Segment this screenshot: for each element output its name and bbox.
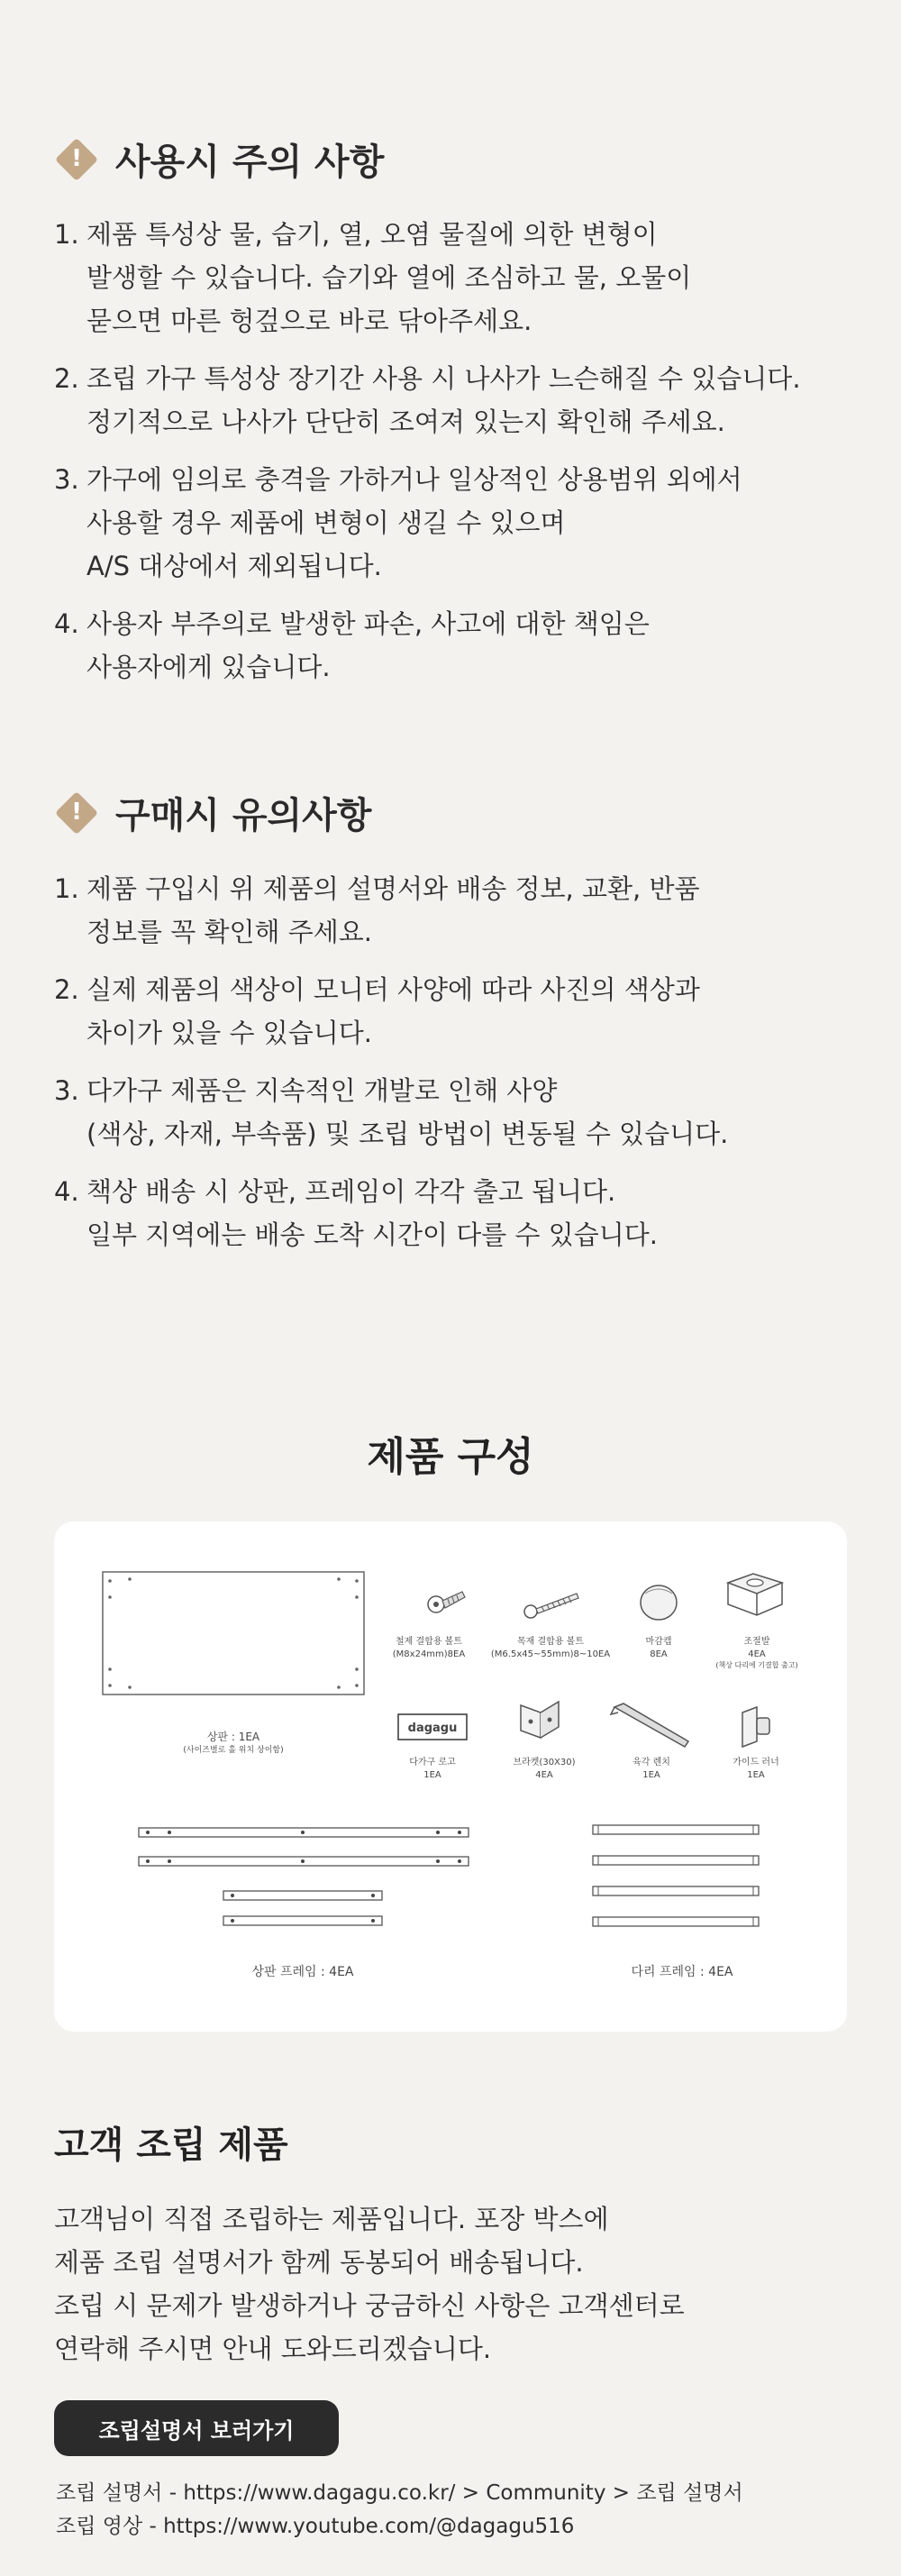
- guide-runner-icon: [742, 1707, 769, 1747]
- part-name: 조절발: [743, 1637, 770, 1647]
- part-spec: 1EA: [423, 1770, 441, 1780]
- caution-title: 사용시 주의 사항: [115, 142, 385, 183]
- top-frame-label: 상판 프레임 : 4EA: [251, 1965, 354, 1979]
- leg-frame-label: 다리 프레임 : 4EA: [631, 1965, 733, 1979]
- list-item: 3. 가구에 임의로 충격을 가하거나 일상적인 상용범위 외에서 사용할 경우 제품에 변형이 생길 수 있으며 A/S 대상에서 제외됩니다.: [54, 464, 742, 581]
- list-item: 3. 다가구 제품은 지속적인 개발로 인해 사양 (색상, 자재, 부속품) 및 조립 방법이 변동될 수 있습니다.: [54, 1075, 729, 1149]
- list-item: 1. 제품 특성상 물, 습기, 열, 오염 물질에 의한 변형이 발생할 수 있습니다. 습기와 열에 조심하고 물, 오물이 묻으면 마른 헝겊으로 바로 닦아주세요.: [54, 219, 692, 336]
- assembly-title: 고객 조립 제품: [54, 2124, 288, 2166]
- list-item: 2. 실제 제품의 색상이 모니터 사양에 따라 사진의 색상과 차이가 있을 수 있습니다.: [54, 974, 700, 1048]
- adjustable-foot-icon: [728, 1574, 782, 1615]
- part-spec: 1EA: [642, 1770, 660, 1780]
- video-link[interactable]: 조립 영상 - https://www.youtube.com/@dagagu516: [56, 2515, 575, 2538]
- part-note: (책상 다리에 기결합 출고): [715, 1661, 798, 1669]
- logo-plate-text: dagagu: [407, 1722, 458, 1735]
- metal-bolt-icon: [428, 1592, 465, 1612]
- list-item: 2. 조립 가구 특성상 장기간 사용 시 나사가 느슨해질 수 있습니다. 정기적으로 나사가 단단히 조여져 있는지 확인해 주세요.: [54, 363, 801, 437]
- view-manual-button[interactable]: 조립설명서 보러가기: [54, 2400, 339, 2456]
- caution-list: [54, 213, 865, 703]
- purchase-header: [54, 787, 371, 838]
- list-item: 4. 책상 배송 시 상판, 프레임이 각각 출고 됩니다. 일부 지역에는 배송 도착 시간이 다를 수 있습니다.: [54, 1176, 659, 1250]
- part-spec: 1EA: [747, 1770, 765, 1780]
- list-item: 1. 제품 구입시 위 제품의 설명서와 배송 정보, 교환, 반품 정보를 꼭 확인해 주세요.: [54, 873, 700, 947]
- warning-diamond-icon: !: [54, 137, 99, 182]
- top-board-sublabel: (사이즈별로 홀 위치 상이함): [183, 1746, 284, 1755]
- part-spec: (M8x24mm)8EA: [392, 1649, 466, 1659]
- purchase-title: 구매시 유의사항: [115, 795, 372, 836]
- manual-link[interactable]: 조립 설명서 - https://www.dagagu.co.kr/ > Community > 조립 설명서: [56, 2481, 743, 2505]
- part-name: 육각 렌치: [633, 1758, 670, 1768]
- part-name: 브라켓(30X30): [513, 1758, 576, 1768]
- composition-card: [54, 1521, 847, 2032]
- caution-header: [54, 133, 384, 185]
- purchase-list: [54, 867, 865, 1271]
- part-spec: 4EA: [748, 1649, 766, 1659]
- part-spec: (M6.5x45~55mm)8~10EA: [490, 1649, 611, 1659]
- finishing-cap-icon: [641, 1585, 677, 1620]
- part-spec: 8EA: [650, 1649, 668, 1659]
- part-name: 마감캡: [645, 1637, 672, 1647]
- top-board-label: 상판 : 1EA: [206, 1731, 260, 1743]
- list-item: 4. 사용자 부주의로 발생한 파손, 사고에 대한 책임은 사용자에게 있습니다.: [54, 608, 650, 682]
- part-name: 가이드 러너: [733, 1758, 779, 1768]
- part-name: 다가구 로고: [409, 1758, 456, 1768]
- warning-diamond-icon: !: [54, 790, 99, 836]
- wood-bolt-icon: [524, 1594, 578, 1618]
- top-board-illustration: [103, 1572, 364, 1694]
- part-name: 목재 결합용 볼트: [517, 1637, 584, 1647]
- part-name: 철제 결합용 볼트: [396, 1637, 462, 1647]
- composition-title: 제품 구성: [367, 1434, 534, 1480]
- part-spec: 4EA: [535, 1770, 553, 1780]
- bracket-icon: [521, 1702, 559, 1738]
- hex-wrench-icon: [611, 1704, 688, 1747]
- assembly-description: 고객님이 직접 조립하는 제품입니다. 포장 박스에 제품 조립 설명서가 함께 동봉되어 배송됩니다. 조립 시 문제가 발생하거나 궁금하신 사항은 고객센터로 연락해 주시면 안내 도와드리겠습니다.: [54, 2204, 685, 2364]
- top-frame-illustration: [139, 1828, 469, 1925]
- leg-frame-illustration: [593, 1825, 759, 1926]
